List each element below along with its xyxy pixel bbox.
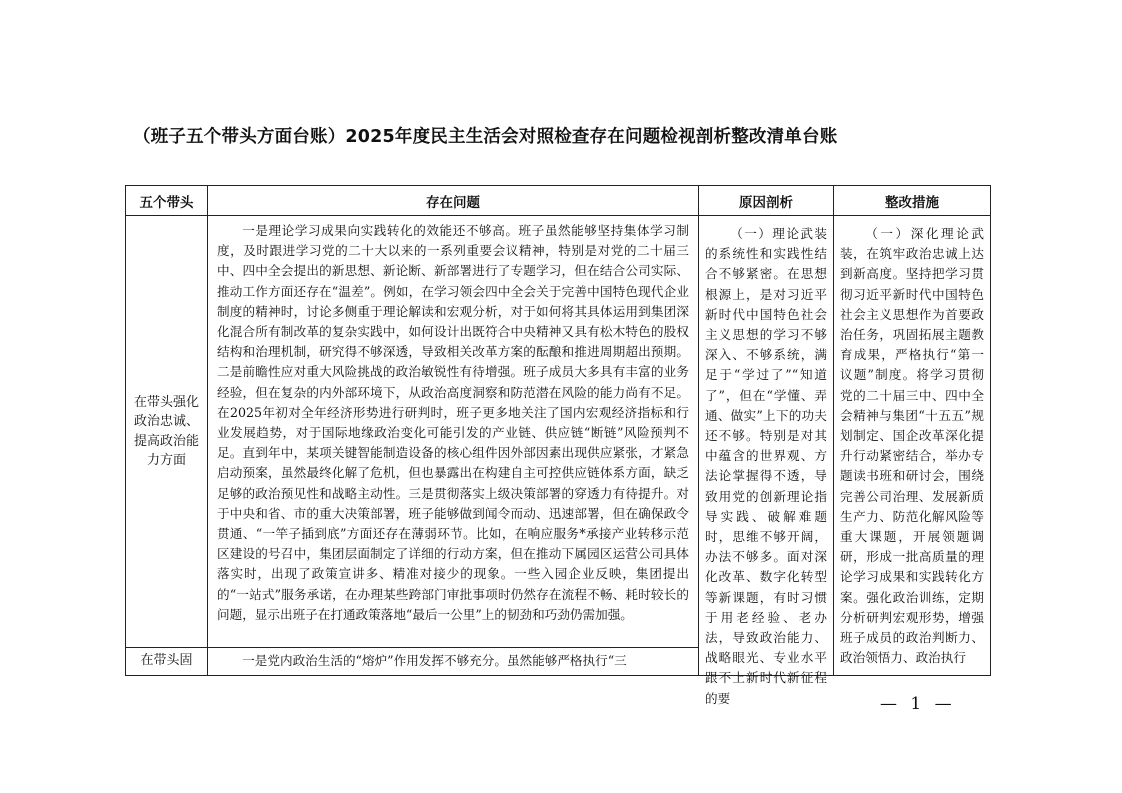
header-five-leads: 五个带头 [126,186,208,216]
table-row [126,216,991,648]
issue-cell: 一是党内政治生活的“熔炉”作用发挥不够充分。虽然能够严格执行“三 [208,648,699,676]
cause-cell [699,216,834,706]
issue-cell: 一是理论学习成果向实践转化的效能还不够高。班子虽然能够坚持集体学习制度，及时跟进学习党的二十大以来的一系列重要会议精神，特别是对党的二十届三中、四中全会提出的新思想、新论断、新部署进行了专题学习，但在结合公司实际、推动工作方面还存在“温差”。例如，在学习领会四中全会关于完善中国特色现代企业制度的精神时，讨论多侧重于理论解读和宏观分析，对于如何将其具体运用到集团深化混合所有制改革的复杂实践中，如何设计出既符合中央精神又具有松木特色的股权结构和治理机制，研究得不够深透，导致相关改革方案的酝酿和推进周期超出预期。二是前瞻性应对重大风险挑战的政治敏锐性有待增强。班子成员大多具有丰富的业务经验，但在复杂的内外部环境下，从政治高度洞察和防范潜在风险的能力尚有不足。在2025年初对全年经济形势进行研判时，班子更多地关注了国内宏观经济指标和行业发展趋势，对于国际地缘政治变化可能引发的产业链、供应链“断链”风险预判不足。直到年中，某项关键智能制造设备的核心组件因外部因素出现供应紧张，才紧急启动预案，虽然最终化解了危机，但也暴露出在构建自主可控供应链体系方面，缺乏足够的政治预见性和战略主动性。三是贯彻落实上级决策部署的穿透力有待提升。对于中央和省、市的重大决策部署，班子能够做到闻令而动、迅速部署，但在确保政令贯通、“一竿子插到底”方面还存在薄弱环节。比如，在响应服务*承接产业转移示范区建设的号召中，集团层面制定了详细的行动方案，但在推动下属园区运营公司具体落实时，出现了政策宣讲多、精准对接少的现象。一些入园企业反映，集团提出的“一站式”服务承诺，在办理某些跨部门审批事项时仍然存在流程不畅、耗时较长的问题，显示出班子在打通政策落地“最后一公里”上的韧劲和巧劲仍需加强。 [208,216,699,648]
header-rectification-measures: 整改措施 [834,186,991,216]
page-number: — 1 — [880,694,956,714]
rectification-ledger-table [125,185,991,706]
header-cause-analysis: 原因剖析 [699,186,834,216]
header-existing-problems: 存在问题 [208,186,699,216]
table-header-row [126,186,991,216]
measure-text: （一）深化理论武装，在筑牢政治忠诚上达到新高度。坚持把学习贯彻习近平新时代中国特色社会主义思想作为首要政治任务，巩固拓展主题教育成果，严格执行“第一议题”制度。将学习贯彻党的二十届三中、四中全会精神与集团“十五五”规划制定、国企改革深化提升行动紧密结合，举办专题读书班和研讨会，围绕完善公司治理、发展新质生产力、防范化解风险等重大课题，开展领题调研，形成一批高质量的理论学习成果和实践转化方案。强化政治训练，定期分析研判宏观形势，增强班子成员的政治判断力、政治领悟力、政治执行 [840,226,984,666]
measure-cell [834,216,991,676]
category-cell: 在带头强化政治忠诚、提高政治能力方面 [126,216,208,648]
document-title: （班子五个带头方面台账）2025年度民主生活会对照检查存在问题检视剖析整改清单台账 [133,127,838,147]
cause-text: （一）理论武装的系统性和实践性结合不够紧密。在思想根源上，是对习近平新时代中国特色社会主义思想的学习不够深入、不够系统，满足于“学过了”“知道了”，但在“学懂、弄通、做实”上下的功夫还不够。特别是对其中蕴含的世界观、方法论掌握得不透，导致用党的创新理论指导实践、破解难题时，思维不够开阔，办法不够多。面对深化改革、数字化转型等新课题，有时习惯于用老经验、老办法，导致政治能力、战略眼光、专业水平跟不上新时代新征程的要 [705,226,827,706]
category-cell: 在带头固 [126,648,208,676]
